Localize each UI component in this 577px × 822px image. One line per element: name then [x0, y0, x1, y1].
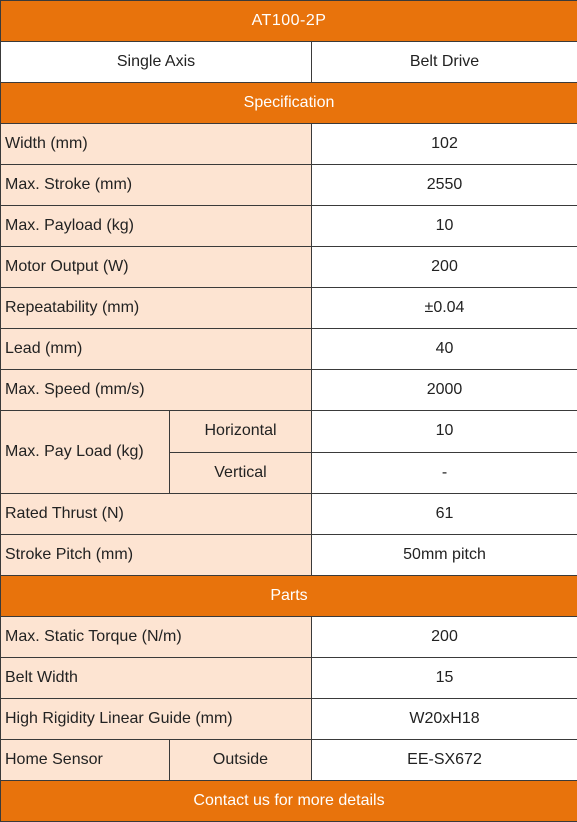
payload-horizontal-label: Horizontal — [170, 411, 312, 452]
row-value: 200 — [312, 616, 577, 657]
section-specification: Specification — [1, 83, 577, 124]
table-row — [1, 616, 577, 657]
row-label: Motor Output (W) — [1, 247, 312, 288]
title-row — [1, 1, 577, 42]
table-row — [1, 124, 577, 165]
row-value: 102 — [312, 124, 577, 165]
row-label: Repeatability (mm) — [1, 288, 312, 329]
table-row — [1, 288, 577, 329]
row-label: Belt Width — [1, 657, 312, 698]
row-value: 50mm pitch — [312, 534, 577, 575]
payload-label: Max. Pay Load (kg) — [1, 411, 170, 493]
row-label: Lead (mm) — [1, 329, 312, 370]
payload-horizontal-value: 10 — [312, 411, 577, 452]
section-parts: Parts — [1, 575, 577, 616]
table-row — [1, 657, 577, 698]
row-label: Max. Payload (kg) — [1, 206, 312, 247]
row-value: 10 — [312, 206, 577, 247]
row-label: Max. Static Torque (N/m) — [1, 616, 312, 657]
payload-vertical-value: - — [312, 452, 577, 493]
table-row — [1, 493, 577, 534]
row-value: ±0.04 — [312, 288, 577, 329]
product-title: AT100-2P — [1, 1, 577, 42]
table-row — [1, 206, 577, 247]
home-sensor-label: Home Sensor — [1, 739, 170, 780]
subtitle-row — [1, 42, 577, 83]
home-sensor-position: Outside — [170, 739, 312, 780]
row-label: Max. Speed (mm/s) — [1, 370, 312, 411]
payload-vertical-label: Vertical — [170, 452, 312, 493]
row-label: Rated Thrust (N) — [1, 493, 312, 534]
row-value: 61 — [312, 493, 577, 534]
table-row — [1, 534, 577, 575]
table-row — [1, 411, 577, 452]
row-value: W20xH18 — [312, 698, 577, 739]
row-value: 2550 — [312, 165, 577, 206]
row-value: 2000 — [312, 370, 577, 411]
table-row — [1, 247, 577, 288]
table-row — [1, 370, 577, 411]
table-row — [1, 698, 577, 739]
row-label: Stroke Pitch (mm) — [1, 534, 312, 575]
table-row — [1, 165, 577, 206]
contact-link[interactable]: Contact us for more details — [1, 780, 577, 821]
section-row — [1, 83, 577, 124]
home-sensor-value: EE-SX672 — [312, 739, 577, 780]
drive-type: Belt Drive — [312, 42, 577, 83]
row-label: High Rigidity Linear Guide (mm) — [1, 698, 312, 739]
row-label: Max. Stroke (mm) — [1, 165, 312, 206]
footer-row — [1, 780, 577, 821]
table-row — [1, 739, 577, 780]
row-value: 40 — [312, 329, 577, 370]
row-value: 200 — [312, 247, 577, 288]
section-row — [1, 575, 577, 616]
table-row — [1, 329, 577, 370]
row-label: Width (mm) — [1, 124, 312, 165]
axis-type: Single Axis — [1, 42, 312, 83]
row-value: 15 — [312, 657, 577, 698]
